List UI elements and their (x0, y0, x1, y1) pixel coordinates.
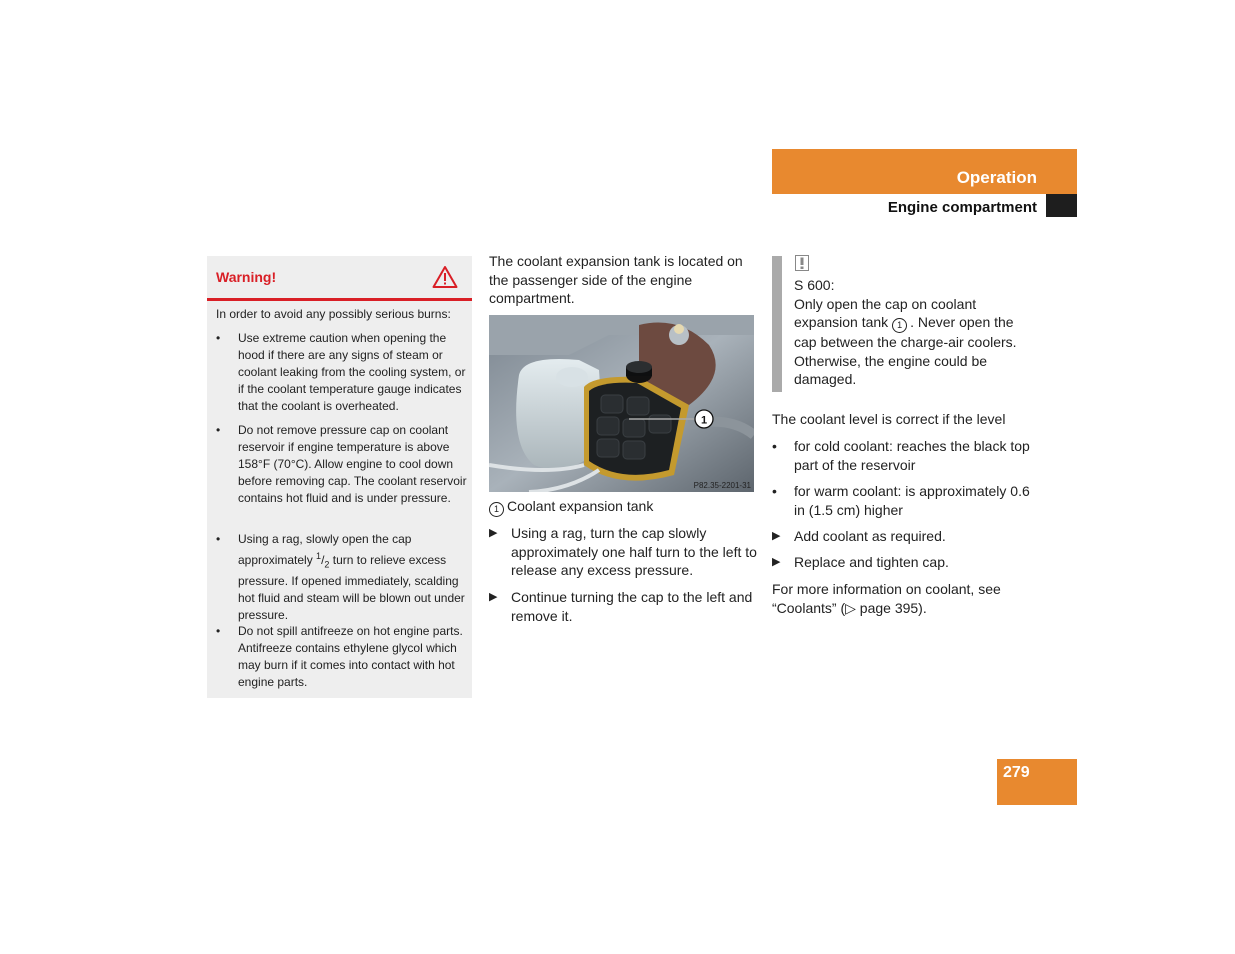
bullet: • (216, 532, 221, 546)
step-text: Add coolant as required. (794, 528, 946, 544)
warning-title: Warning! (216, 269, 277, 285)
subsection-title: Engine compartment (887, 199, 1037, 216)
photo-caption (489, 497, 754, 517)
warning-item-text: Do not remove pressure cap on coolant reservoir if engine temperature is above 158°F (70°C). Allow engine to cool down before removing cap. The coolant reservoir contains hot fluid and is under pressure. (238, 423, 467, 505)
coolant-level-intro: The coolant level is correct if the level (772, 411, 1006, 427)
fraction-text-before: Using a rag, slowly open the cap approximately (238, 532, 412, 567)
bullet: • (216, 423, 221, 437)
warning-item-text: Using a rag, slowly open the cap approximately $^1/_2$ turn to relieve excess pressure. If opened immediately, scalding hot fluid and steam will be blown out under pressure. (238, 532, 465, 623)
step-text: Continue turning the cap to the left and remove it. (511, 589, 753, 624)
notice-text-after: . Never open the cap between the charge-air coolers. Otherwise, the engine could be damaged. (794, 314, 1017, 387)
bullet: • (216, 624, 221, 638)
header-bar (772, 149, 1077, 194)
fraction-numerator: 1 (316, 551, 322, 561)
bullet: • (772, 438, 777, 454)
notice-model: S 600: (794, 277, 835, 293)
level-item-text: for cold coolant: reaches the black top part of the reservoir (794, 438, 1030, 473)
warning-item-text: Use extreme caution when opening the hood if there are any signs of steam or coolant leaking from the cooling system, or if the coolant temperature gauge indicates that the coolant is overheated. (238, 331, 466, 413)
section-title: Operation (956, 168, 1037, 187)
page-number: 279 (1003, 764, 1030, 781)
step-arrow-icon: ▶ (489, 527, 498, 539)
header-tab-marker (1046, 194, 1077, 217)
notice-text-before: Only open the cap on coolant expansion tank (794, 295, 977, 330)
notice-ref-badge: 1 (892, 318, 907, 333)
more-info-text: For more information on coolant, see “Coolants” (▷ page 395). (772, 581, 1001, 616)
caption-number-badge: 1 (489, 502, 504, 517)
tank-location-text: The coolant expansion tank is located on the passenger side of the engine compartment. (489, 253, 743, 306)
notice-body (794, 295, 1034, 389)
photo-code: P82.35-2201-31 (693, 481, 751, 490)
engine-compartment-photo (489, 315, 754, 492)
notice-text (794, 276, 1034, 389)
notice-bar (772, 256, 782, 392)
warning-item-text: Do not spill antifreeze on hot engine parts. Antifreeze contains ethylene glycol which may burn if it comes into contact with hot engine parts. (238, 624, 463, 689)
bullet: • (772, 483, 777, 499)
photo-callout-number: 1 (700, 414, 708, 427)
fraction-denominator: 2 (324, 559, 330, 570)
warning-triangle-icon (432, 265, 458, 289)
fraction-text-after: turn to relieve excess pressure. If opened immediately, scalding hot fluid and steam will be blown out under pressure. (238, 553, 465, 623)
caption-text: Coolant expansion tank (507, 498, 654, 514)
step-arrow-icon: ▶ (772, 556, 781, 568)
bullet: • (216, 331, 221, 345)
step-arrow-icon: ▶ (489, 591, 498, 603)
exclamation-icon (795, 255, 809, 271)
step-arrow-icon: ▶ (772, 530, 781, 542)
warning-intro: In order to avoid any possibly serious burns: (216, 307, 451, 321)
warning-box (207, 256, 472, 698)
warning-header (207, 256, 472, 301)
step-text: Using a rag, turn the cap slowly approximately one half turn to the left to release any excess pressure. (511, 525, 757, 578)
page-number-box (997, 759, 1077, 805)
level-item-text: for warm coolant: is approximately 0.6 in (1.5 cm) higher (794, 483, 1030, 518)
step-text: Replace and tighten cap. (794, 554, 949, 570)
